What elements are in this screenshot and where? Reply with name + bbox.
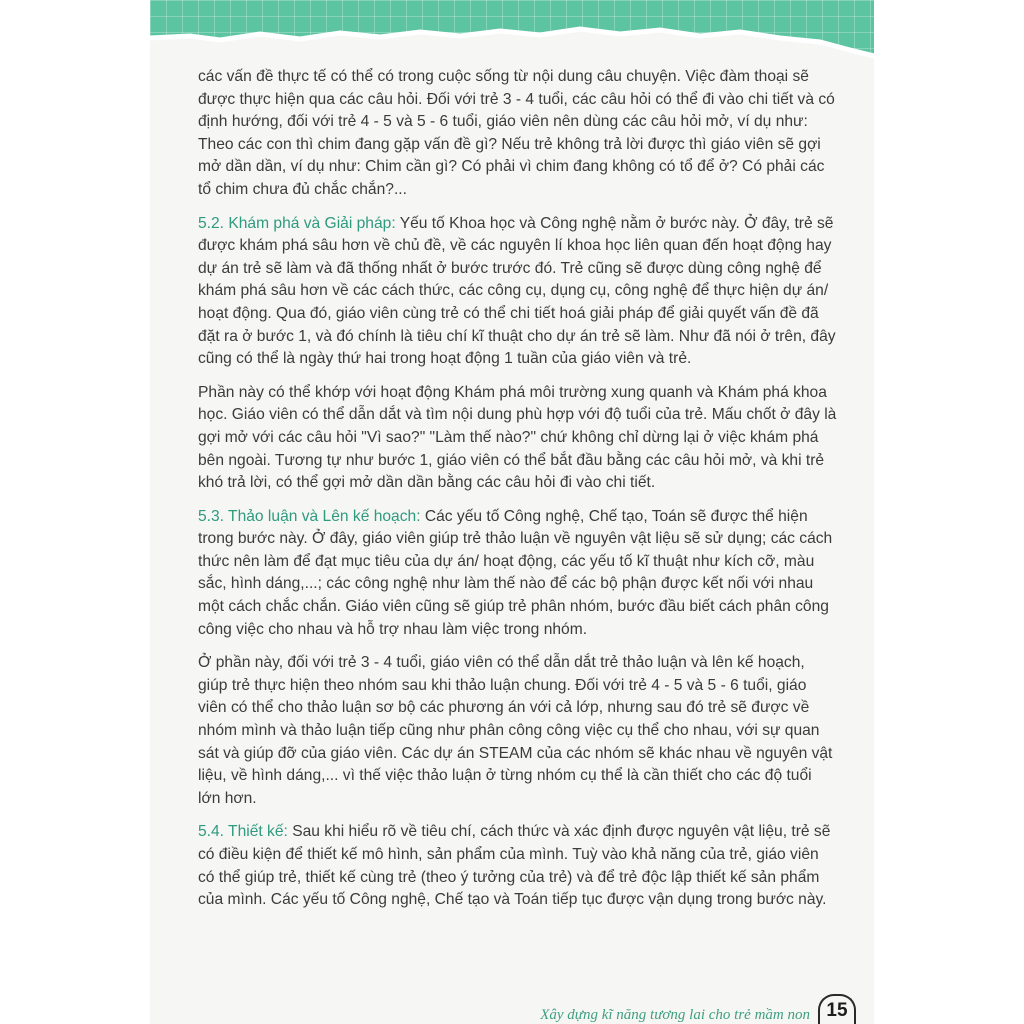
- section-heading-5-2: 5.2. Khám phá và Giải pháp:: [198, 214, 396, 232]
- paragraph-intro: [198, 66, 838, 202]
- page-footer: [540, 994, 856, 1024]
- paragraph-text: Phần này có thể khớp với hoạt động Khám phá môi trường xung quanh và Khám phá khoa học. Giáo viên có thể dẫn dắt và tìm nội dung phù hợp với độ tuổi của trẻ. Mấu chốt ở đây là gợi mở với các câu hỏi "Vì sao?" "Làm thế nào?" chứ không chỉ dừng lại ở việc khám phá bên ngoài. Tương tự như bước 1, giáo viên có thể bắt đầu bằng các câu hỏi mở, và khi trẻ khó trả lời, có thể gợi mở dần dần bằng các câu hỏi đi vào chi tiết.: [198, 383, 837, 492]
- paragraph-5-3-note: [198, 652, 838, 810]
- section-heading-5-4: 5.4. Thiết kế:: [198, 823, 288, 841]
- paragraph-text: Yếu tố Khoa học và Công nghệ nằm ở bước này. Ở đây, trẻ sẽ được khám phá sâu hơn về chủ đề, về các nguyên lí khoa học liên quan đến hoạt động hay dự án trẻ sẽ làm và đã thống nhất ở bước trước đó. Trẻ cũng sẽ được dùng công nghệ để khám phá sâu hơn về các cách thức, các công cụ, dụng cụ, công nghệ để thực hiện dự án/ hoạt động. Qua đó, giáo viên cùng trẻ có thể chi tiết hoá giải pháp để giải quyết vấn đề đã đặt ra ở bước 1, và đó chính là tiêu chí kĩ thuật cho dự án trẻ sẽ làm. Như đã nói ở trên, đây cũng có thể là ngày thứ hai trong hoạt động 1 tuần của giáo viên và trẻ.: [198, 214, 836, 368]
- paragraph-text: các vấn đề thực tế có thể có trong cuộc sống từ nội dung câu chuyện. Việc đàm thoại sẽ được thực hiện qua các câu hỏi. Đối với trẻ 3 - 4 tuổi, các câu hỏi có thể đi vào chi tiết và có định hướng, đối với trẻ 4 - 5 và 5 - 6 tuổi, giáo viên nên dùng các câu hỏi mở, ví dụ như: Theo các con thì chim đang gặp vấn đề gì? Nếu trẻ không trả lời được thì giáo viên sẽ gợi mở dần dần, ví dụ như: Chim cần gì? Có phải vì chim đang không có tổ để ở? Có phải các tổ chim chưa đủ chắc chắn?...: [198, 68, 835, 198]
- paragraph-text: Ở phần này, đối với trẻ 3 - 4 tuổi, giáo viên có thể dẫn dắt trẻ thảo luận và lên kế hoạch, giúp trẻ thực hiện theo nhóm sau khi thảo luận chung. Đối với trẻ 4 - 5 và 5 - 6 tuổi, giáo viên có thể cho thảo luận sơ bộ các phương án với cả lớp, nhưng sau đó trẻ sẽ được về nhóm mình và thảo luận tiếp cũng như phân công công việc cụ thể cho nhau, với sự quan sát và giúp đỡ của giáo viên. Các dự án STEAM của các nhóm sẽ khác nhau về nguyên vật liệu, về hình dáng,... vì thế việc thảo luận ở từng nhóm cụ thể là cần thiết cho các độ tuổi lớn hơn.: [198, 654, 833, 807]
- section-heading-5-3: 5.3. Thảo luận và Lên kế hoạch:: [198, 507, 421, 525]
- book-title: Xây dựng kĩ năng tương lai cho trẻ mầm non: [540, 1007, 810, 1023]
- paragraph-5-2-note: [198, 382, 838, 495]
- torn-paper-edge: [150, 0, 874, 70]
- paragraph-text: Các yếu tố Công nghệ, Chế tạo, Toán sẽ được thể hiện trong bước này. Ở đây, giáo viên giúp trẻ thảo luận về nguyên vật liệu sẽ sử dụng; các cách thức nên làm để đạt mục tiêu của dự án/ hoạt động, các yếu tố kĩ thuật như kích cỡ, màu sắc, hình dáng,...; các công nghệ như làm thế nào để các bộ phận được kết nối với nhau một cách chắc chắn. Giáo viên cũng sẽ giúp trẻ phân nhóm, bước đầu biết cách phân công công việc cho nhau và hỗ trợ nhau làm việc trong nhóm.: [198, 507, 833, 638]
- paragraph-5-3: [198, 506, 838, 642]
- page-number: 15: [818, 994, 856, 1024]
- book-page: [150, 0, 874, 1024]
- body-text: [198, 66, 838, 923]
- paragraph-5-4: [198, 821, 838, 911]
- paragraph-text: Sau khi hiểu rõ về tiêu chí, cách thức và xác định được nguyên vật liệu, trẻ sẽ có điều kiện để thiết kế mô hình, sản phẩm của mình. Tuỳ vào khả năng của trẻ, giáo viên có thể giúp trẻ, thiết kế cùng trẻ (theo ý tưởng của trẻ) và để trẻ độc lập thiết kế sản phẩm của mình. Các yếu tố Công nghệ, Chế tạo và Toán tiếp tục được vận dụng trong bước này.: [198, 823, 831, 909]
- paragraph-5-2: [198, 213, 838, 371]
